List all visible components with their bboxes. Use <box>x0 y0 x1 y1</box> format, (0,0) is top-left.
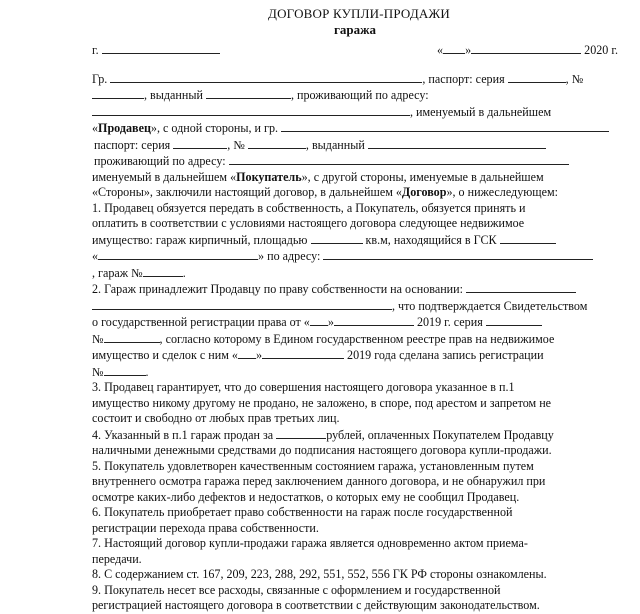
document-title: ДОГОВОР КУПЛИ-ПРОДАЖИ <box>268 6 450 21</box>
party-buyer-line-2: проживающий по адресу: <box>92 153 618 170</box>
clause-6-line-1: 6. Покупатель приобретает право собственности на гараж после государственной <box>92 505 513 519</box>
clause-7-line-1: 7. Настоящий договор купли-продажи гаража является одновременно актом приема- <box>92 536 528 550</box>
party-seller-line-3: , именуемый в дальнейшем <box>92 104 618 121</box>
clause-9-line-1: 9. Покупатель несет все расходы, связанные с оформлением и государственной <box>92 582 501 597</box>
day-blank <box>443 42 465 54</box>
clause-4-line-2: наличными денежными средствами до подписания настоящего договора купли-продажи. <box>92 443 552 457</box>
party-buyer-line-4: «Стороны», заключили настоящий договор, в дальнейшем «Договор», о нижеследующем: <box>92 185 558 199</box>
month-blank <box>471 42 581 54</box>
clause-1-line-4: « » по адресу: <box>92 248 618 265</box>
city-date-line <box>92 42 618 59</box>
clause-1-line-1: 1. Продавец обязуется передать в собственность, а Покупатель, обязуется принять и <box>92 200 526 215</box>
clause-2-line-6: № . <box>92 364 149 379</box>
clause-5-line-1: 5. Покупатель удовлетворен качественным состоянием гаража, установленным путем <box>92 458 534 473</box>
contract-term: Договор <box>401 185 447 199</box>
clause-7-line-2: передачи. <box>92 551 142 566</box>
clause-2-line-5: имущество и сделок с ним « » 2019 года сделана запись регистрации <box>92 348 544 362</box>
clause-2-line-4: № , согласно которому в Едином государственном реестре прав на недвижимое <box>92 331 555 346</box>
party-seller-line-2: , выданный , проживающий по адресу: <box>92 87 618 104</box>
party-seller-line-4: «Продавец», с одной стороны, и гр. <box>92 120 618 137</box>
clause-5-line-3: осмотре каких-либо дефектов и недостатков, о которых ему не сообщил Продавец. <box>92 489 520 504</box>
clause-2-line-1: 2. Гараж принадлежит Продавцу по праву собственности на основании: <box>92 281 618 298</box>
city-blank <box>102 42 220 54</box>
clause-5-line-2: внутреннего осмотра гаража перед заключением данного договора, и не обнаружил при <box>92 474 546 488</box>
document-subtitle: гаража <box>333 22 377 37</box>
clause-6-line-2: регистрации перехода права собственности. <box>92 520 319 535</box>
clause-2-line-3: о государственной регистрации права от « » 2019 г. серия <box>92 314 618 331</box>
clause-3-line-2: имущество никому другому не продано, не заложено, в споре, под арестом и запретом не <box>92 395 552 410</box>
party-seller-line-1: Гр. , паспорт: серия , № <box>92 71 584 86</box>
clause-3-line-1: 3. Продавец гарантирует, что до совершения настоящего договора указанное в п.1 <box>92 380 515 394</box>
clause-1-line-2: оплатить в соответствии с условиями настоящего договора следующее недвижимое <box>92 216 525 230</box>
party-buyer-line-3: именуемый в дальнейшем «Покупатель», с другой стороны, именуемые в дальнейшем <box>92 169 544 184</box>
party-buyer-line-1: паспорт: серия , № , выданный <box>92 137 618 154</box>
clause-2-line-2: , что подтверждается Свидетельством <box>92 298 618 315</box>
seller-term: Продавец <box>98 121 151 135</box>
clause-9-line-2: регистрацией настоящего договора в соответствии с действующим законодательством. <box>92 598 540 612</box>
clause-1-line-3: имущество: гараж кирпичный, площадью кв.м, находящийся в ГСК <box>92 232 618 249</box>
clause-8-line-1: 8. С содержанием ст. 167, 209, 223, 288, 292, 551, 552, 556 ГК РФ стороны ознакомлены. <box>92 567 547 581</box>
date-field: « » 2020 г. <box>437 43 618 57</box>
city-field: г. <box>92 42 220 59</box>
buyer-term: Покупатель <box>236 169 302 184</box>
clause-3-line-3: состоит и свободно от любых прав третьих лиц. <box>92 411 340 425</box>
clause-4-line-1: 4. Указанный в п.1 гараж продан за рублей, оплаченных Покупателем Продавцу <box>92 427 554 442</box>
clause-1-line-5: , гараж № . <box>92 265 186 280</box>
